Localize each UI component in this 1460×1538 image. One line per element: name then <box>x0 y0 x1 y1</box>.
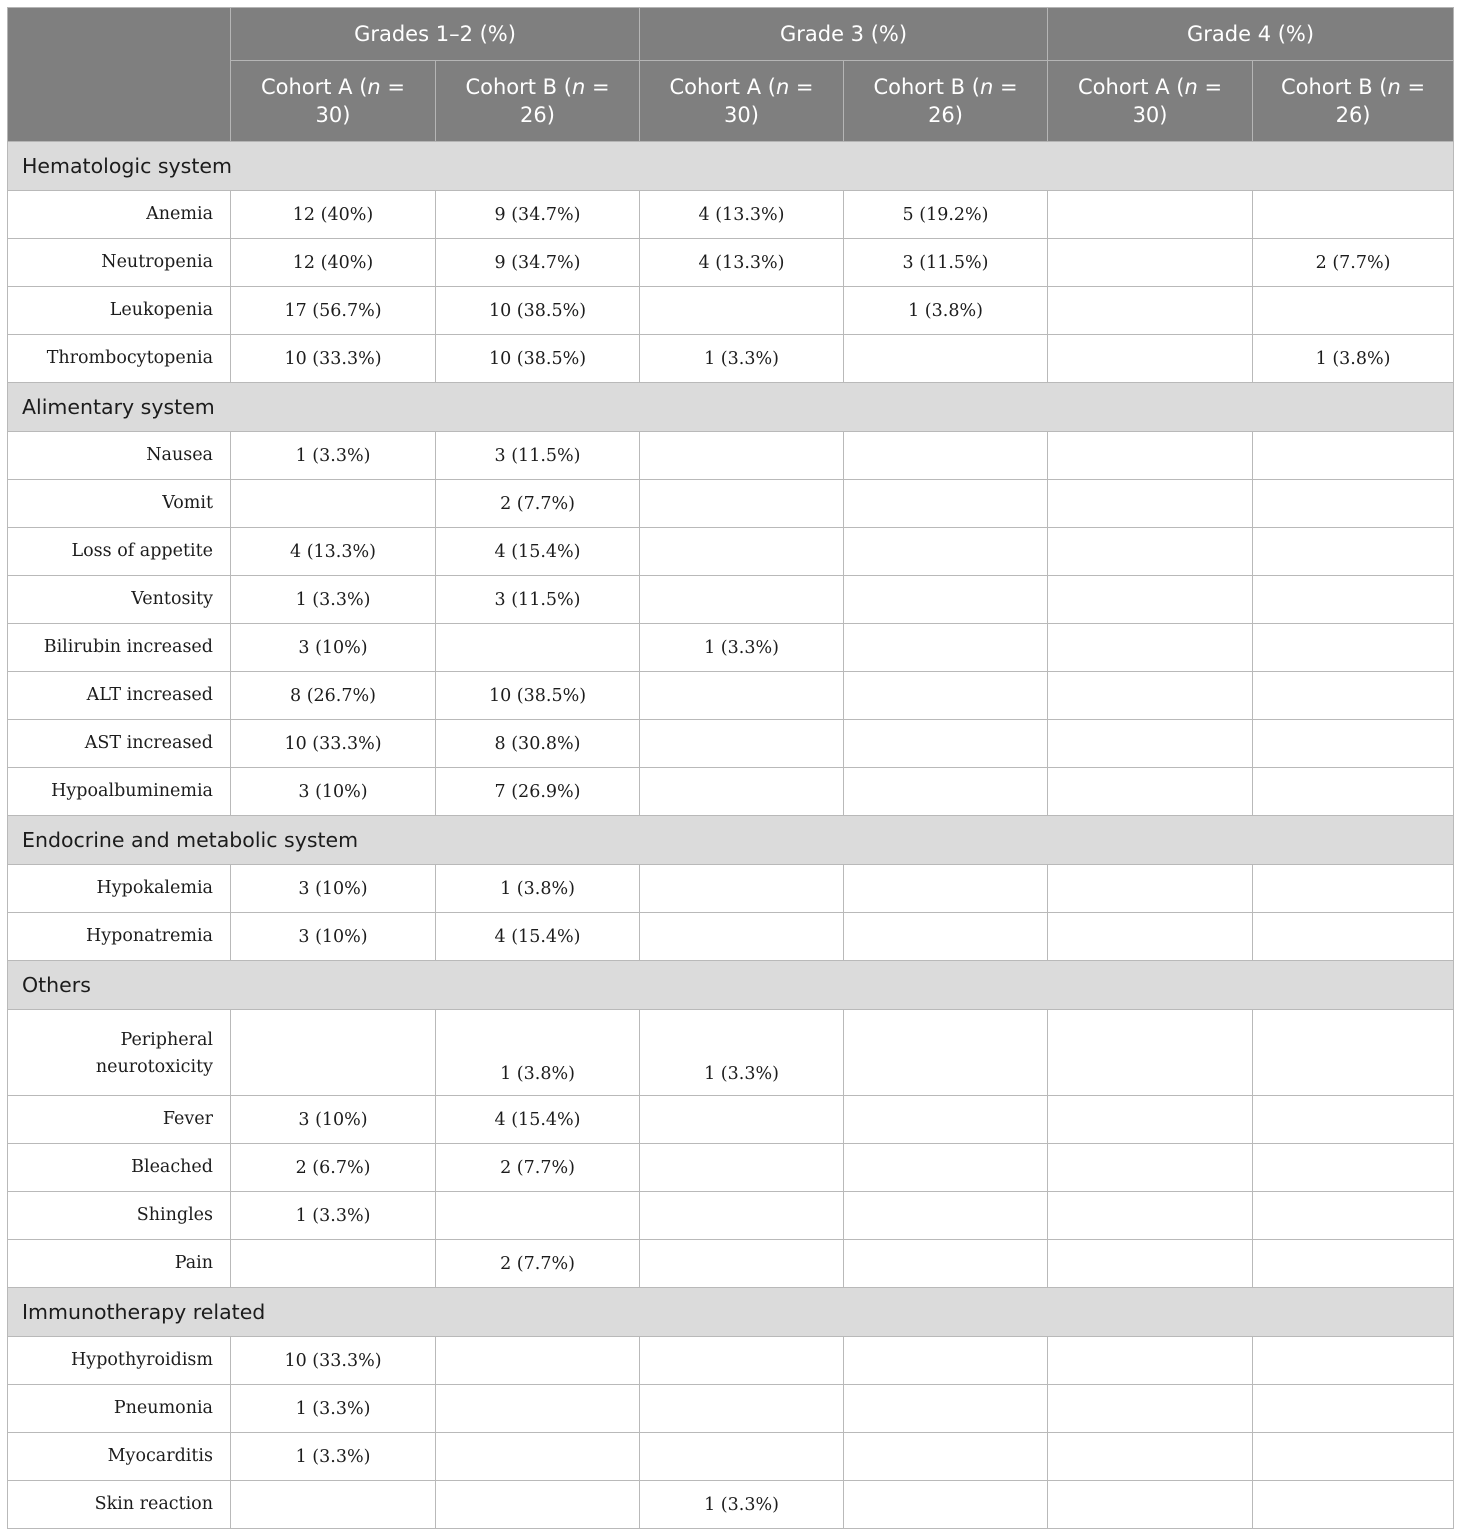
cohort-equals: = <box>585 75 610 99</box>
value-cell: 10 (33.3%) <box>231 720 436 768</box>
value-cell: 5 (19.2%) <box>844 191 1048 239</box>
value-cell: 3 (10%) <box>231 1096 436 1144</box>
value-cell: 3 (10%) <box>231 865 436 913</box>
section-row <box>8 961 1454 1010</box>
label-text: Vomit <box>162 493 213 513</box>
cohort-header-line1 <box>640 73 843 101</box>
value-cell <box>640 1337 844 1385</box>
table-row <box>8 913 1454 961</box>
value-cell: 1 (3.3%) <box>231 432 436 480</box>
value-cell: 1 (3.8%) <box>436 865 640 913</box>
adverse-event-label <box>8 624 231 672</box>
cohort-n-symbol: n <box>367 75 381 99</box>
value-cell: 7 (26.9%) <box>436 768 640 816</box>
grade-header: Grade 3 (%) <box>640 8 1048 61</box>
table-row <box>8 191 1454 239</box>
value-cell <box>844 335 1048 383</box>
value-cell <box>640 1240 844 1288</box>
value-cell <box>1253 672 1454 720</box>
label-text: Ventosity <box>131 589 213 609</box>
value-cell <box>1253 1192 1454 1240</box>
value-cell <box>1048 624 1253 672</box>
value-cell <box>1253 913 1454 961</box>
value-cell: 1 (3.3%) <box>231 1192 436 1240</box>
table-row <box>8 287 1454 335</box>
cohort-name: Cohort A ( <box>1078 75 1185 99</box>
table-row <box>8 1240 1454 1288</box>
value-cell: 1 (3.3%) <box>640 624 844 672</box>
value-cell: 1 (3.3%) <box>640 335 844 383</box>
value-cell <box>231 1010 436 1096</box>
value-cell: 4 (13.3%) <box>640 239 844 287</box>
corner-cell <box>8 8 231 142</box>
table-row <box>8 1481 1454 1529</box>
value-cell <box>436 1481 640 1529</box>
cohort-name: Cohort B ( <box>1280 75 1388 99</box>
value-cell <box>640 480 844 528</box>
cohort-n-symbol: n <box>1387 75 1401 99</box>
value-cell: 1 (3.8%) <box>1253 335 1454 383</box>
value-cell: 1 (3.3%) <box>231 1433 436 1481</box>
value-cell <box>1048 335 1253 383</box>
cohort-size: 26) <box>928 103 963 127</box>
table-row <box>8 1385 1454 1433</box>
table-header <box>8 8 1454 142</box>
label-text: Myocarditis <box>107 1446 213 1466</box>
value-cell <box>640 1096 844 1144</box>
cohort-size: 30) <box>1132 103 1168 127</box>
value-cell <box>844 1096 1048 1144</box>
value-cell <box>1253 528 1454 576</box>
value-cell <box>1048 1010 1253 1096</box>
value-cell <box>844 432 1048 480</box>
cohort-n-symbol: n <box>775 75 790 99</box>
adverse-event-label <box>8 672 231 720</box>
value-cell <box>1048 1240 1253 1288</box>
section-row <box>8 816 1454 865</box>
value-cell <box>1048 768 1253 816</box>
value-cell <box>844 768 1048 816</box>
value-cell <box>1048 191 1253 239</box>
value-cell <box>640 1192 844 1240</box>
value-cell: 4 (13.3%) <box>231 528 436 576</box>
table-row <box>8 528 1454 576</box>
adverse-event-label <box>8 1144 231 1192</box>
value-cell: 2 (7.7%) <box>436 1144 640 1192</box>
adverse-event-label <box>8 1337 231 1385</box>
cohort-header-line1 <box>844 73 1047 101</box>
value-cell <box>640 432 844 480</box>
cohort-name: Cohort A ( <box>260 75 368 99</box>
cohort-header-line1 <box>1253 73 1453 101</box>
value-cell <box>640 287 844 335</box>
value-cell <box>1253 865 1454 913</box>
table-row <box>8 768 1454 816</box>
cohort-equals: = <box>380 75 406 99</box>
value-cell <box>640 1385 844 1433</box>
value-cell: 1 (3.3%) <box>640 1481 844 1529</box>
value-cell: 3 (10%) <box>231 624 436 672</box>
value-cell <box>1048 1096 1253 1144</box>
value-cell: 8 (30.8%) <box>436 720 640 768</box>
section-row <box>8 383 1454 432</box>
adverse-event-label <box>8 1481 231 1529</box>
cohort-header <box>640 61 844 142</box>
table-row <box>8 1144 1454 1192</box>
table-row <box>8 576 1454 624</box>
cohort-header-line1 <box>231 73 435 101</box>
grade-header: Grade 4 (%) <box>1048 8 1454 61</box>
section-title: Alimentary system <box>8 383 1454 432</box>
label-text: Neutropenia <box>101 252 213 272</box>
value-cell <box>1253 480 1454 528</box>
label-text-line2: neurotoxicity <box>95 1056 213 1077</box>
value-cell <box>1253 768 1454 816</box>
value-cell: 10 (38.5%) <box>436 335 640 383</box>
label-text: Hypoalbuminemia <box>51 781 213 801</box>
table-body <box>8 142 1454 1529</box>
adverse-event-label <box>8 1240 231 1288</box>
value-cell <box>844 528 1048 576</box>
value-cell: 8 (26.7%) <box>231 672 436 720</box>
cohort-n-symbol: n <box>571 75 586 99</box>
value-cell <box>844 1010 1048 1096</box>
value-cell <box>1048 1433 1253 1481</box>
value-cell <box>844 1337 1048 1385</box>
value-cell: 9 (34.7%) <box>436 191 640 239</box>
table-row <box>8 865 1454 913</box>
table-row <box>8 1433 1454 1481</box>
value-cell <box>1253 1481 1454 1529</box>
cohort-equals: = <box>789 75 814 99</box>
value-cell <box>640 1144 844 1192</box>
cohort-size: 26) <box>520 103 555 127</box>
cohort-size: 26) <box>1335 103 1371 127</box>
value-cell <box>1048 1385 1253 1433</box>
cohort-header <box>844 61 1048 142</box>
value-cell: 1 (3.3%) <box>231 576 436 624</box>
value-cell <box>640 528 844 576</box>
label-text: Thrombocytopenia <box>46 348 213 368</box>
value-cell <box>844 480 1048 528</box>
label-text: Peripheral <box>120 1029 213 1050</box>
label-text: Bleached <box>131 1157 213 1177</box>
value-cell <box>1048 576 1253 624</box>
label-text: Hyponatremia <box>86 926 213 946</box>
value-cell <box>1253 1385 1454 1433</box>
value-cell <box>1253 432 1454 480</box>
label-text: Nausea <box>146 445 213 465</box>
value-cell: 9 (34.7%) <box>436 239 640 287</box>
value-cell <box>1253 1144 1454 1192</box>
value-cell <box>640 1433 844 1481</box>
value-cell: 2 (6.7%) <box>231 1144 436 1192</box>
section-title: Hematologic system <box>8 142 1454 191</box>
value-cell: 3 (10%) <box>231 768 436 816</box>
value-cell <box>436 1385 640 1433</box>
adverse-events-table <box>7 7 1454 1529</box>
value-cell <box>1253 1337 1454 1385</box>
value-cell: 10 (38.5%) <box>436 672 640 720</box>
value-cell <box>640 720 844 768</box>
table-row <box>8 624 1454 672</box>
value-cell: 1 (3.3%) <box>231 1385 436 1433</box>
value-cell <box>1048 1144 1253 1192</box>
cohort-size: 30) <box>315 103 351 127</box>
label-text: Loss of appetite <box>71 541 213 561</box>
value-cell: 1 (3.8%) <box>844 287 1048 335</box>
value-cell <box>844 720 1048 768</box>
section-row <box>8 142 1454 191</box>
value-cell: 3 (10%) <box>231 913 436 961</box>
cohort-header <box>1048 61 1253 142</box>
value-cell <box>1253 1433 1454 1481</box>
cohort-n-symbol: n <box>979 75 994 99</box>
table-row <box>8 1337 1454 1385</box>
value-cell <box>231 1481 436 1529</box>
cohort-equals: = <box>1197 75 1223 99</box>
value-cell: 1 (3.8%) <box>436 1010 640 1096</box>
value-cell <box>436 1337 640 1385</box>
cohort-name: Cohort A ( <box>669 75 776 99</box>
value-cell <box>1048 720 1253 768</box>
value-cell <box>640 576 844 624</box>
section-title: Others <box>8 961 1454 1010</box>
value-cell <box>844 576 1048 624</box>
value-cell: 4 (15.4%) <box>436 1096 640 1144</box>
value-cell <box>844 672 1048 720</box>
value-cell: 17 (56.7%) <box>231 287 436 335</box>
value-cell <box>1253 576 1454 624</box>
table-row <box>8 480 1454 528</box>
value-cell <box>1253 287 1454 335</box>
cohort-header <box>436 61 640 142</box>
value-cell <box>1048 480 1253 528</box>
table-row <box>8 1192 1454 1240</box>
value-cell <box>231 480 436 528</box>
value-cell <box>1048 672 1253 720</box>
adverse-event-label <box>8 480 231 528</box>
adverse-event-label <box>8 191 231 239</box>
value-cell <box>844 1192 1048 1240</box>
adverse-event-label <box>8 528 231 576</box>
value-cell <box>1048 1481 1253 1529</box>
table-row <box>8 239 1454 287</box>
value-cell: 4 (15.4%) <box>436 528 640 576</box>
value-cell <box>1048 432 1253 480</box>
value-cell: 2 (7.7%) <box>436 1240 640 1288</box>
adverse-event-label <box>8 865 231 913</box>
table-row <box>8 1096 1454 1144</box>
adverse-event-label <box>8 576 231 624</box>
value-cell: 1 (3.3%) <box>640 1010 844 1096</box>
value-cell <box>436 1433 640 1481</box>
value-cell: 10 (38.5%) <box>436 287 640 335</box>
label-text: Shingles <box>136 1205 213 1225</box>
value-cell <box>640 768 844 816</box>
value-cell <box>844 1144 1048 1192</box>
adverse-event-label <box>8 1096 231 1144</box>
value-cell: 10 (33.3%) <box>231 335 436 383</box>
value-cell <box>1253 1240 1454 1288</box>
value-cell: 4 (13.3%) <box>640 191 844 239</box>
adverse-event-label <box>8 720 231 768</box>
value-cell: 3 (11.5%) <box>436 576 640 624</box>
table-row <box>8 720 1454 768</box>
value-cell <box>844 1481 1048 1529</box>
value-cell <box>844 1240 1048 1288</box>
label-text: AST increased <box>84 733 213 753</box>
value-cell <box>1253 191 1454 239</box>
cohort-n-symbol: n <box>1184 75 1198 99</box>
cohort-name: Cohort B ( <box>873 75 980 99</box>
value-cell: 10 (33.3%) <box>231 1337 436 1385</box>
label-text: Hypokalemia <box>96 878 213 898</box>
table-row <box>8 432 1454 480</box>
adverse-event-label <box>8 1385 231 1433</box>
cohort-name: Cohort B ( <box>465 75 572 99</box>
value-cell <box>844 865 1048 913</box>
value-cell: 4 (15.4%) <box>436 913 640 961</box>
section-title: Immunotherapy related <box>8 1288 1454 1337</box>
label-text: Anemia <box>146 204 213 224</box>
label-text: Pain <box>174 1253 213 1273</box>
value-cell <box>1048 1192 1253 1240</box>
adverse-event-label <box>8 287 231 335</box>
value-cell <box>640 865 844 913</box>
adverse-event-label <box>8 335 231 383</box>
cohort-equals: = <box>993 75 1018 99</box>
adverse-event-label <box>8 913 231 961</box>
value-cell: 2 (7.7%) <box>436 480 640 528</box>
section-row <box>8 1288 1454 1337</box>
grade-header-row <box>8 8 1454 61</box>
adverse-event-label <box>8 1010 231 1096</box>
value-cell <box>844 1433 1048 1481</box>
value-cell <box>844 1385 1048 1433</box>
label-text: ALT increased <box>86 685 213 705</box>
value-cell: 3 (11.5%) <box>844 239 1048 287</box>
value-cell <box>1253 720 1454 768</box>
value-cell <box>1048 528 1253 576</box>
value-cell <box>844 624 1048 672</box>
cohort-size: 30) <box>724 103 759 127</box>
cohort-header-line1 <box>1048 73 1252 101</box>
value-cell <box>640 913 844 961</box>
grade-header: Grades 1–2 (%) <box>231 8 640 61</box>
value-cell <box>1048 1337 1253 1385</box>
table-row <box>8 672 1454 720</box>
cohort-equals: = <box>1400 75 1426 99</box>
value-cell <box>231 1240 436 1288</box>
value-cell: 12 (40%) <box>231 239 436 287</box>
adverse-event-label <box>8 239 231 287</box>
value-cell: 12 (40%) <box>231 191 436 239</box>
label-text: Skin reaction <box>94 1494 213 1514</box>
adverse-event-label <box>8 432 231 480</box>
label-text: Leukopenia <box>109 300 213 320</box>
value-cell <box>436 624 640 672</box>
table-row <box>8 335 1454 383</box>
label-text: Bilirubin increased <box>43 637 213 657</box>
value-cell: 2 (7.7%) <box>1253 239 1454 287</box>
value-cell <box>1253 1010 1454 1096</box>
value-cell <box>844 913 1048 961</box>
value-cell <box>640 672 844 720</box>
value-cell: 3 (11.5%) <box>436 432 640 480</box>
value-cell <box>1048 865 1253 913</box>
cohort-header-line1 <box>436 73 639 101</box>
adverse-event-label <box>8 768 231 816</box>
table-row <box>8 1010 1454 1096</box>
value-cell <box>436 1192 640 1240</box>
section-title: Endocrine and metabolic system <box>8 816 1454 865</box>
value-cell <box>1253 1096 1454 1144</box>
cohort-header <box>1253 61 1454 142</box>
label-text: Fever <box>162 1109 213 1129</box>
value-cell <box>1048 287 1253 335</box>
adverse-event-label <box>8 1433 231 1481</box>
label-text: Hypothyroidism <box>71 1350 213 1370</box>
cohort-header <box>231 61 436 142</box>
value-cell <box>1253 624 1454 672</box>
value-cell <box>1048 239 1253 287</box>
value-cell <box>1048 913 1253 961</box>
adverse-event-label <box>8 1192 231 1240</box>
label-text: Pneumonia <box>113 1398 213 1418</box>
